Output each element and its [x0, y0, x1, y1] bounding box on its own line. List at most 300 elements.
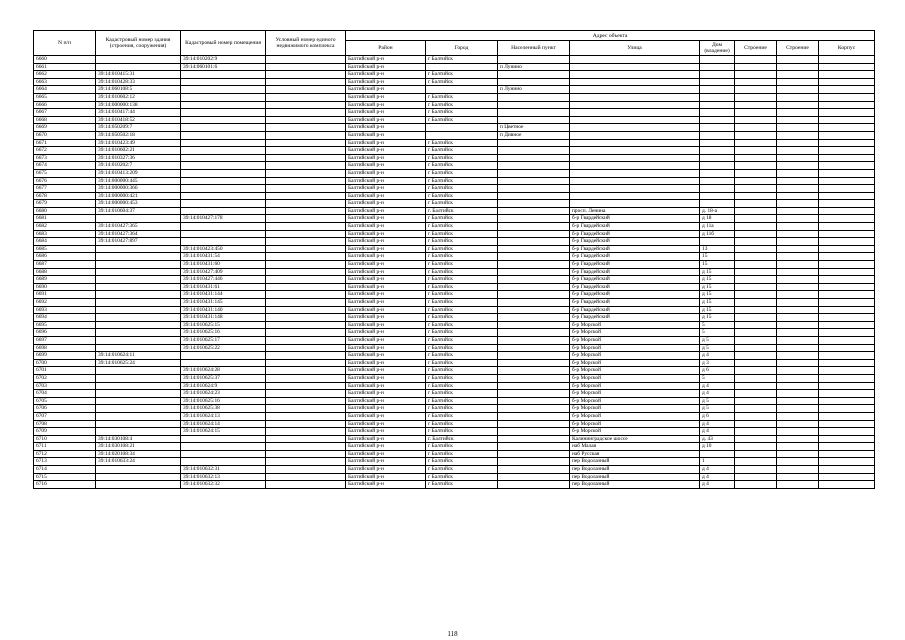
- cell-cad-building: 39:14:010427:897: [96, 238, 181, 246]
- cell-building: [735, 405, 777, 413]
- cell-structure: [777, 215, 819, 223]
- table-row: [34, 367, 875, 375]
- cell-cad-building: 39:14:000000:453: [96, 200, 181, 208]
- table-row: [34, 139, 875, 147]
- cell-settlement: п Лунино: [498, 86, 570, 94]
- cell-num: 6686: [34, 253, 96, 261]
- cell-house: [700, 200, 735, 208]
- cell-cad-premise: 39:14:010431:60: [181, 261, 266, 269]
- cell-structure: [777, 397, 819, 405]
- cell-structure: [777, 283, 819, 291]
- cell-cad-premise: 39:14:010632:31: [181, 466, 266, 474]
- cell-settlement: [498, 101, 570, 109]
- cell-house: д 5: [700, 336, 735, 344]
- cell-cad-building: 39:14:000000:138: [96, 101, 181, 109]
- cell-cad-building: [96, 329, 181, 337]
- cell-city: г Балтийск: [426, 473, 498, 481]
- cell-house: 15: [700, 261, 735, 269]
- table-row: [34, 352, 875, 360]
- cell-conditional-num: [266, 154, 346, 162]
- cell-building: [735, 336, 777, 344]
- cell-num: 6671: [34, 139, 96, 147]
- cell-building: [735, 374, 777, 382]
- table-row: [34, 215, 875, 223]
- cell-city: г Балтийск: [426, 299, 498, 307]
- table-row: [34, 177, 875, 185]
- table-row: [34, 390, 875, 398]
- cell-street: б-р Морской: [570, 420, 700, 428]
- cell-house: [700, 450, 735, 458]
- cell-structure: [777, 359, 819, 367]
- cell-cad-building: [96, 291, 181, 299]
- cell-building: [735, 412, 777, 420]
- cell-house: д 15: [700, 299, 735, 307]
- cell-district: Балтийский р-н: [346, 169, 426, 177]
- cell-conditional-num: [266, 131, 346, 139]
- cell-settlement: [498, 139, 570, 147]
- cell-house: д 15: [700, 283, 735, 291]
- cell-conditional-num: [266, 336, 346, 344]
- cell-street: б-р Гвардейский: [570, 253, 700, 261]
- table-row: [34, 450, 875, 458]
- cell-conditional-num: [266, 374, 346, 382]
- cell-street: [570, 147, 700, 155]
- cell-korpus: [819, 321, 875, 329]
- cell-house: д 4: [700, 481, 735, 489]
- cell-structure: [777, 78, 819, 86]
- cell-house: д 4: [700, 473, 735, 481]
- cell-structure: [777, 367, 819, 375]
- cell-structure: [777, 131, 819, 139]
- cell-district: Балтийский р-н: [346, 443, 426, 451]
- cell-building: [735, 101, 777, 109]
- cell-structure: [777, 93, 819, 101]
- cell-building: [735, 458, 777, 466]
- cell-conditional-num: [266, 116, 346, 124]
- cell-structure: [777, 420, 819, 428]
- cell-house: [700, 139, 735, 147]
- cell-structure: [777, 101, 819, 109]
- cell-building: [735, 359, 777, 367]
- cell-cad-building: 39:14:010602:21: [96, 147, 181, 155]
- cell-district: Балтийский р-н: [346, 344, 426, 352]
- cell-district: Балтийский р-н: [346, 405, 426, 413]
- cell-cad-premise: 39:14:010431:148: [181, 314, 266, 322]
- cell-cad-premise: 39:14:010427:409: [181, 268, 266, 276]
- cell-korpus: [819, 124, 875, 132]
- cell-korpus: [819, 428, 875, 436]
- cell-building: [735, 207, 777, 215]
- cell-street: [570, 185, 700, 193]
- cell-structure: [777, 412, 819, 420]
- table-row: [34, 314, 875, 322]
- cell-building: [735, 443, 777, 451]
- cell-korpus: [819, 466, 875, 474]
- cell-korpus: [819, 435, 875, 443]
- cell-korpus: [819, 261, 875, 269]
- cell-city: г Балтийск: [426, 101, 498, 109]
- table-row: [34, 71, 875, 79]
- cell-district: Балтийский р-н: [346, 291, 426, 299]
- cell-street: [570, 162, 700, 170]
- cell-structure: [777, 223, 819, 231]
- cell-cad-building: 39:14:030108:4: [96, 435, 181, 443]
- cell-district: Балтийский р-н: [346, 154, 426, 162]
- cell-korpus: [819, 382, 875, 390]
- cell-cad-building: 39:14:010427:365: [96, 223, 181, 231]
- cell-conditional-num: [266, 283, 346, 291]
- cell-conditional-num: [266, 215, 346, 223]
- cell-conditional-num: [266, 93, 346, 101]
- cell-city: г Балтийск: [426, 374, 498, 382]
- table-row: [34, 428, 875, 436]
- cell-structure: [777, 306, 819, 314]
- cell-num: 6702: [34, 374, 96, 382]
- cell-house: д. 43: [700, 435, 735, 443]
- table-row: [34, 276, 875, 284]
- table-row: [34, 56, 875, 64]
- cell-house: [700, 116, 735, 124]
- cell-cad-building: [96, 382, 181, 390]
- cell-cad-premise: 39:14:010624:13: [181, 412, 266, 420]
- cell-street: б-р Гвардейский: [570, 245, 700, 253]
- cell-cad-premise: 39:14:010625:37: [181, 374, 266, 382]
- cell-num: 6700: [34, 359, 96, 367]
- cell-cad-building: [96, 268, 181, 276]
- cell-cad-building: [96, 261, 181, 269]
- cell-num: 6713: [34, 458, 96, 466]
- cell-structure: [777, 207, 819, 215]
- cell-building: [735, 306, 777, 314]
- cell-settlement: [498, 200, 570, 208]
- table-row: [34, 238, 875, 246]
- table-row: [34, 405, 875, 413]
- cell-street: [570, 86, 700, 94]
- cell-district: Балтийский р-н: [346, 101, 426, 109]
- cell-conditional-num: [266, 63, 346, 71]
- cell-house: [700, 169, 735, 177]
- cell-num: 6691: [34, 291, 96, 299]
- cell-building: [735, 238, 777, 246]
- cell-building: [735, 299, 777, 307]
- table-row: [34, 344, 875, 352]
- cell-cad-building: [96, 405, 181, 413]
- cell-korpus: [819, 139, 875, 147]
- cell-korpus: [819, 71, 875, 79]
- cell-settlement: [498, 435, 570, 443]
- cell-korpus: [819, 443, 875, 451]
- cell-cad-premise: [181, 78, 266, 86]
- cell-settlement: [498, 147, 570, 155]
- cell-house: [700, 124, 735, 132]
- cell-conditional-num: [266, 473, 346, 481]
- cell-house: [700, 56, 735, 64]
- cell-street: б-р Гвардейский: [570, 215, 700, 223]
- cell-building: [735, 147, 777, 155]
- cell-num: 6672: [34, 147, 96, 155]
- cell-cad-premise: 39:14:010625:22: [181, 344, 266, 352]
- cell-city: г Балтийск: [426, 405, 498, 413]
- cell-cad-premise: 39:14:010431:54: [181, 253, 266, 261]
- cell-settlement: [498, 283, 570, 291]
- table-row: [34, 443, 875, 451]
- cell-building: [735, 63, 777, 71]
- cell-city: г Балтийск: [426, 306, 498, 314]
- cell-district: Балтийский р-н: [346, 268, 426, 276]
- cell-settlement: [498, 306, 570, 314]
- cell-cad-premise: 39:14:010624:23: [181, 390, 266, 398]
- cell-conditional-num: [266, 169, 346, 177]
- cell-city: г Балтийск: [426, 481, 498, 489]
- cell-structure: [777, 200, 819, 208]
- cell-settlement: п Дивное: [498, 131, 570, 139]
- cell-building: [735, 162, 777, 170]
- cell-building: [735, 93, 777, 101]
- cell-house: д 5: [700, 405, 735, 413]
- cell-cad-building: [96, 481, 181, 489]
- cell-district: Балтийский р-н: [346, 215, 426, 223]
- table-row: [34, 131, 875, 139]
- cell-district: Балтийский р-н: [346, 238, 426, 246]
- table-row: [34, 397, 875, 405]
- cell-settlement: [498, 245, 570, 253]
- cell-structure: [777, 458, 819, 466]
- cell-house: д 4: [700, 420, 735, 428]
- cell-cad-premise: 39:14:010632:13: [181, 473, 266, 481]
- table-row: [34, 466, 875, 474]
- cell-conditional-num: [266, 450, 346, 458]
- cell-cad-premise: [181, 71, 266, 79]
- cell-korpus: [819, 458, 875, 466]
- table-row: [34, 154, 875, 162]
- cell-structure: [777, 154, 819, 162]
- cell-korpus: [819, 86, 875, 94]
- cell-district: Балтийский р-н: [346, 466, 426, 474]
- cell-num: 6677: [34, 185, 96, 193]
- cell-settlement: [498, 71, 570, 79]
- cell-structure: [777, 253, 819, 261]
- table-row: [34, 223, 875, 231]
- cell-num: 6673: [34, 154, 96, 162]
- cell-street: наб Русская: [570, 450, 700, 458]
- cell-cad-building: 39:14:010417:44: [96, 109, 181, 117]
- cell-house: д 15: [700, 291, 735, 299]
- table-row: [34, 291, 875, 299]
- cell-korpus: [819, 397, 875, 405]
- cell-conditional-num: [266, 382, 346, 390]
- cell-house: [700, 71, 735, 79]
- cell-korpus: [819, 352, 875, 360]
- cell-korpus: [819, 306, 875, 314]
- cell-building: [735, 131, 777, 139]
- header-structure: Строение: [777, 41, 819, 56]
- table-row: [34, 412, 875, 420]
- cell-conditional-num: [266, 481, 346, 489]
- cell-cad-premise: [181, 192, 266, 200]
- cell-street: [570, 109, 700, 117]
- cell-city: г Балтийск: [426, 450, 498, 458]
- cell-cad-building: 39:14:060108:5: [96, 86, 181, 94]
- cell-city: г Балтийск: [426, 458, 498, 466]
- cell-structure: [777, 109, 819, 117]
- cell-house: [700, 192, 735, 200]
- cell-house: д 4: [700, 466, 735, 474]
- cell-building: [735, 283, 777, 291]
- cell-city: г Балтийск: [426, 162, 498, 170]
- cell-street: [570, 116, 700, 124]
- cell-cad-building: [96, 245, 181, 253]
- cell-num: 6682: [34, 223, 96, 231]
- cell-cad-premise: 39:14:010624:14: [181, 420, 266, 428]
- cell-street: пер Водолазный: [570, 466, 700, 474]
- cell-street: б-р Гвардейский: [570, 314, 700, 322]
- cell-cad-premise: [181, 169, 266, 177]
- cell-district: Балтийский р-н: [346, 86, 426, 94]
- cell-settlement: [498, 466, 570, 474]
- cell-num: 6709: [34, 428, 96, 436]
- cell-district: Балтийский р-н: [346, 352, 426, 360]
- cell-street: б-р Гвардейский: [570, 261, 700, 269]
- table-row: [34, 245, 875, 253]
- cell-district: Балтийский р-н: [346, 192, 426, 200]
- cell-cad-building: [96, 336, 181, 344]
- cell-street: б-р Гвардейский: [570, 276, 700, 284]
- cell-conditional-num: [266, 390, 346, 398]
- cell-city: г Балтийск: [426, 185, 498, 193]
- cell-street: б-р Гвардейский: [570, 230, 700, 238]
- cell-cad-premise: [181, 230, 266, 238]
- cell-korpus: [819, 473, 875, 481]
- cell-city: г Балтийск: [426, 169, 498, 177]
- cell-building: [735, 86, 777, 94]
- cell-conditional-num: [266, 344, 346, 352]
- cell-building: [735, 223, 777, 231]
- header-city: Город: [426, 41, 498, 56]
- cell-district: Балтийский р-н: [346, 200, 426, 208]
- cell-house: д 5: [700, 397, 735, 405]
- cell-building: [735, 276, 777, 284]
- cell-building: [735, 352, 777, 360]
- cell-structure: [777, 352, 819, 360]
- cell-city: г Балтийск: [426, 344, 498, 352]
- cell-cad-building: 39:14:010327:36: [96, 154, 181, 162]
- cell-settlement: [498, 185, 570, 193]
- cell-house: [700, 63, 735, 71]
- cell-settlement: [498, 276, 570, 284]
- cell-city: г. Балтийск: [426, 435, 498, 443]
- cell-num: 6670: [34, 131, 96, 139]
- cell-house: [700, 131, 735, 139]
- cell-settlement: [498, 192, 570, 200]
- cell-num: 6693: [34, 306, 96, 314]
- cell-cad-building: 39:14:050502:18: [96, 131, 181, 139]
- table-row: [34, 420, 875, 428]
- cell-building: [735, 169, 777, 177]
- cell-conditional-num: [266, 253, 346, 261]
- cell-korpus: [819, 481, 875, 489]
- cell-conditional-num: [266, 207, 346, 215]
- cell-num: 6667: [34, 109, 96, 117]
- cell-city: г Балтийск: [426, 336, 498, 344]
- cell-city: г Балтийск: [426, 261, 498, 269]
- cell-cad-building: 39:14:000000:445: [96, 177, 181, 185]
- cell-num: 6662: [34, 71, 96, 79]
- cell-cad-premise: [181, 124, 266, 132]
- cell-street: б-р Морской: [570, 397, 700, 405]
- cell-street: [570, 63, 700, 71]
- cell-settlement: [498, 359, 570, 367]
- cell-num: 6666: [34, 101, 96, 109]
- cell-house: д 18: [700, 215, 735, 223]
- cell-house: [700, 78, 735, 86]
- cell-building: [735, 344, 777, 352]
- cell-cad-building: [96, 344, 181, 352]
- cell-cad-premise: [181, 450, 266, 458]
- cell-cad-building: [96, 63, 181, 71]
- cell-conditional-num: [266, 238, 346, 246]
- cell-num: 6665: [34, 93, 96, 101]
- cell-cad-building: 39:14:010604:37: [96, 207, 181, 215]
- cell-street: б-р Гвардейский: [570, 299, 700, 307]
- cell-cad-building: 39:14:050209:7: [96, 124, 181, 132]
- cell-korpus: [819, 299, 875, 307]
- cell-city: г Балтийск: [426, 443, 498, 451]
- cell-district: Балтийский р-н: [346, 428, 426, 436]
- cell-num: 6696: [34, 329, 96, 337]
- cell-house: д 4: [700, 352, 735, 360]
- cell-conditional-num: [266, 147, 346, 155]
- cell-structure: [777, 139, 819, 147]
- cell-conditional-num: [266, 177, 346, 185]
- cell-street: б-р Морской: [570, 412, 700, 420]
- cell-cad-building: [96, 473, 181, 481]
- cell-korpus: [819, 185, 875, 193]
- table-row: [34, 329, 875, 337]
- cell-structure: [777, 116, 819, 124]
- table-header: [34, 31, 875, 56]
- cell-district: Балтийский р-н: [346, 458, 426, 466]
- table-row: [34, 109, 875, 117]
- cell-street: б-р Морской: [570, 336, 700, 344]
- cell-korpus: [819, 367, 875, 375]
- cell-settlement: [498, 428, 570, 436]
- property-register-table: [33, 30, 875, 489]
- cell-street: б-р Морской: [570, 428, 700, 436]
- cell-building: [735, 71, 777, 79]
- cell-district: Балтийский р-н: [346, 162, 426, 170]
- cell-street: [570, 154, 700, 162]
- cell-settlement: [498, 352, 570, 360]
- cell-korpus: [819, 223, 875, 231]
- cell-conditional-num: [266, 78, 346, 86]
- table-row: [34, 435, 875, 443]
- page-number: 118: [447, 630, 458, 638]
- cell-conditional-num: [266, 428, 346, 436]
- table-row: [34, 306, 875, 314]
- cell-structure: [777, 481, 819, 489]
- cell-settlement: [498, 261, 570, 269]
- cell-cad-premise: 39:14:010427:446: [181, 276, 266, 284]
- header-address-group: Адрес объекта: [346, 31, 875, 41]
- header-conditional-num: Условный номер единого недвижимого комплекса: [266, 31, 346, 56]
- cell-cad-premise: [181, 162, 266, 170]
- cell-house: д 4: [700, 428, 735, 436]
- cell-conditional-num: [266, 245, 346, 253]
- cell-house: [700, 86, 735, 94]
- cell-cad-building: 39:14:030108:21: [96, 443, 181, 451]
- cell-city: г Балтийск: [426, 268, 498, 276]
- cell-cad-building: [96, 314, 181, 322]
